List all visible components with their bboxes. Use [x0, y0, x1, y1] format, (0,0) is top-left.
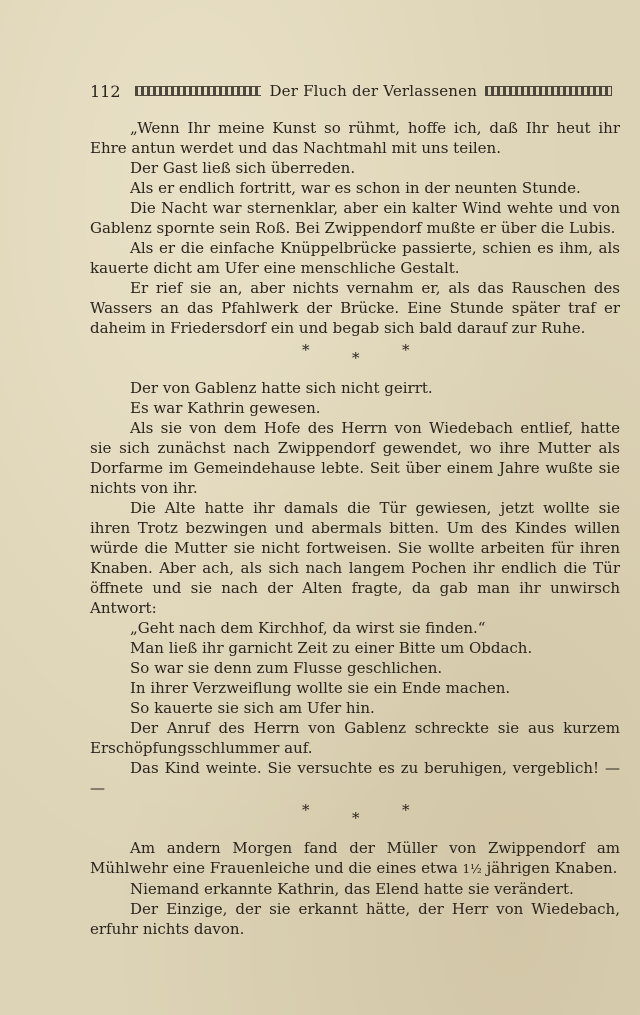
paragraph: Es war Kathrin gewesen.: [130, 399, 321, 417]
paragraph: Der Einzige, der sie erkannt hätte, der Herr von Wiedebach, erfuhr nichts davon.: [90, 900, 620, 938]
page-number: 112: [90, 81, 121, 101]
paragraph: Die Alte hatte ihr damals die Tür gewiesen, jetzt wollte sie ihren Trotz bezwingen und abermals bitten. Um des Kindes willen würde die Mutter sie nicht fortweisen. Sie wollte arbeiten für ihren Knaben. Aber ach, als sich nach langem Pochen ihr endlich die Tür öffnete und sie nach der Alten fragte, da gab man ihr unwirsch Antwort:: [90, 499, 620, 617]
section-separator: [90, 798, 620, 838]
header-ornament-right: [485, 86, 612, 96]
paragraph: Die Nacht war sternenklar, aber ein kalter Wind wehte und von Gablenz spornte sein Roß. Bei Zwippendorf mußte er über die Lubis.: [90, 199, 620, 237]
paragraph: So kauerte sie sich am Ufer hin.: [130, 699, 375, 717]
header-ornament-left: [135, 86, 262, 96]
paragraph: Als sie von dem Hofe des Herrn von Wiedebach entlief, hatte sie sich zunächst nach Zwippendorf gewendet, wo ihre Mutter als Dorfarme im Gemeindehause lebte. Seit über einem Jahre wußte sie nichts von ihr.: [90, 419, 620, 497]
paragraph: Der Anruf des Herrn von Gablenz schreckte sie aus kurzem Erschöpfungsschlummer auf.: [90, 719, 620, 757]
paragraph: „Geht nach dem Kirchhof, da wirst sie finden.“: [130, 619, 486, 637]
paragraph: „Wenn Ihr meine Kunst so rühmt, hoffe ich, daß Ihr heut ihr Ehre antun werdet und das Nachtmahl mit uns teilen.: [90, 119, 620, 157]
paragraph: [90, 838, 620, 879]
paragraph: Er rief sie an, aber nichts vernahm er, als das Rauschen des Wassers an das Pfahlwerk der Brücke. Eine Stunde später traf er daheim in Friedersdorf ein und begab sich bald darauf zur Ruhe.: [90, 279, 620, 337]
fraction: 1½: [462, 862, 482, 876]
paragraph: In ihrer Verzweiflung wollte sie ein Ende machen.: [130, 679, 511, 697]
paragraph: Als er die einfache Knüppelbrücke passierte, schien es ihm, als kauerte dicht am Ufer eine menschliche Gestalt.: [90, 239, 620, 277]
paragraph: Man ließ ihr garnicht Zeit zu einer Bitte um Obdach.: [130, 639, 533, 657]
asterisk: *: [352, 349, 360, 367]
paragraph: Als er endlich fortritt, war es schon in der neunten Stunde.: [130, 179, 581, 197]
section-separator: [90, 338, 620, 378]
paragraph: Der Gast ließ sich überreden.: [130, 159, 356, 177]
asterisk: *: [402, 801, 410, 819]
paragraph-text: jährigen Knaben.: [481, 859, 618, 877]
running-title: Der Fluch der Verlassenen: [269, 82, 478, 100]
paragraph: Das Kind weinte. Sie versuchte es zu beruhigen, vergeblich! — —: [90, 759, 620, 797]
asterisk: *: [402, 341, 410, 359]
asterisk: *: [302, 801, 310, 819]
paragraph: So war sie denn zum Flusse geschlichen.: [130, 659, 443, 677]
paragraph: Niemand erkannte Kathrin, das Elend hatte sie verändert.: [130, 880, 574, 898]
page-header: [90, 80, 620, 102]
asterisk: *: [352, 809, 360, 827]
asterisk: *: [302, 341, 310, 359]
body-text: [90, 118, 620, 939]
paragraph: Der von Gablenz hatte sich nicht geirrt.: [130, 379, 433, 397]
paragraph-text: Am andern Morgen fand der Müller von Zwippendorf am Mühlwehr eine Frauenleiche und die eines etwa: [90, 839, 620, 877]
